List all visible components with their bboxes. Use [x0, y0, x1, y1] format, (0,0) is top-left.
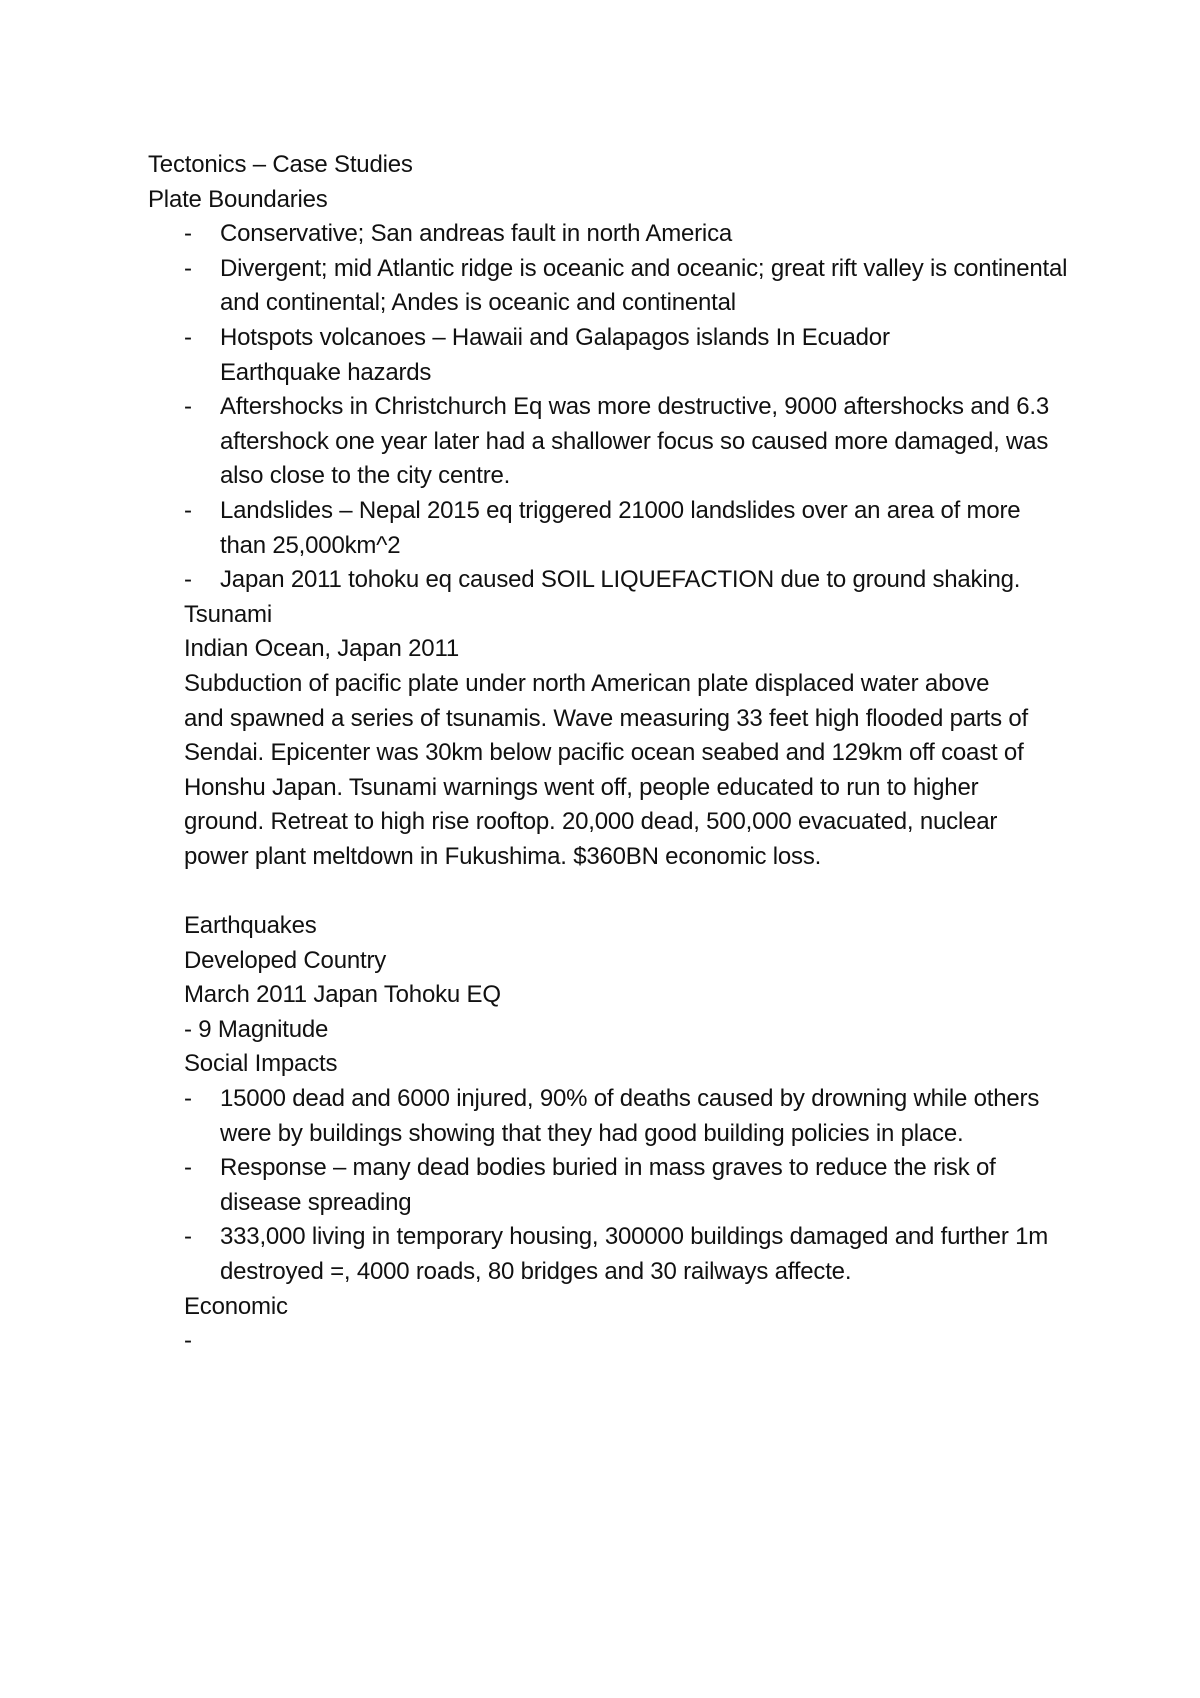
list-item — [148, 252, 1068, 321]
tsunami-paragraph: Subduction of pacific plate under north American plate displaced water above and spawned a series of tsunamis. Wave measuring 33 feet high flooded parts of Sendai. Epicenter was 30km below pacific ocean seabed and 129km off coast of Honshu Japan. Tsunami warnings went off, people educated to run to higher ground. Retreat to high rise rooftop. 20,000 dead, 500,000 evacuated, nuclear power plant meltdown in Fukushima. $360BN economic loss. — [184, 669, 1029, 870]
bullet-dash: - — [184, 1223, 192, 1251]
list-item-text: 15000 dead and 6000 injured, 90% of deaths caused by drowning while others were by buildings showing that they had good building policies in place. — [220, 1085, 1040, 1147]
economic-empty-bullet: - — [184, 1327, 192, 1355]
heading-economic: Economic — [184, 1292, 288, 1320]
subheading-developed-country: Developed Country — [184, 946, 387, 974]
list-item — [148, 321, 1068, 356]
list-item — [148, 494, 1068, 563]
list-item — [148, 217, 1068, 252]
list-item — [148, 1151, 1068, 1220]
event-magnitude: - 9 Magnitude — [184, 1015, 329, 1043]
list-item — [148, 563, 1068, 598]
heading-tsunami: Tsunami — [184, 600, 272, 628]
bullet-dash: - — [184, 496, 192, 524]
document-body — [148, 148, 1068, 1359]
list-item-text: Landslides – Nepal 2015 eq triggered 21000 landslides over an area of more than 25,000km^2 — [220, 496, 1021, 559]
heading-earthquake-hazards: Earthquake hazards — [220, 358, 432, 386]
document-title: Tectonics – Case Studies — [148, 151, 413, 178]
list-item-text: Hotspots volcanoes – Hawaii and Galapagos islands In Ecuador — [220, 323, 890, 351]
bullet-dash: - — [184, 220, 192, 248]
list-item — [148, 390, 1068, 494]
list-item-text: Aftershocks in Christchurch Eq was more destructive, 9000 aftershocks and 6.3 aftershock one year later had a shallower focus so caused more damaged, was also close to the city centre. — [220, 393, 1049, 490]
plate-boundaries-list — [148, 217, 1068, 355]
bullet-dash: - — [184, 1085, 192, 1113]
heading-earthquakes: Earthquakes — [184, 912, 317, 940]
social-impacts-list — [148, 1082, 1068, 1290]
bullet-dash: - — [184, 1154, 192, 1182]
list-item — [148, 1082, 1068, 1151]
bullet-dash: - — [184, 254, 192, 282]
subheading-tsunami: Indian Ocean, Japan 2011 — [184, 635, 459, 663]
spacer — [148, 874, 1068, 909]
list-item-text: Conservative; San andreas fault in north America — [220, 220, 733, 248]
bullet-dash: - — [184, 393, 192, 421]
heading-plate-boundaries: Plate Boundaries — [148, 185, 328, 213]
list-item — [148, 1220, 1068, 1289]
earthquake-hazards-list — [148, 390, 1068, 598]
list-item-text: Japan 2011 tohoku eq caused SOIL LIQUEFACTION due to ground shaking. — [220, 566, 1021, 594]
list-item-text: Divergent; mid Atlantic ridge is oceanic and oceanic; great rift valley is continental and continental; Andes is oceanic and continental — [220, 254, 1068, 317]
heading-social-impacts: Social Impacts — [184, 1050, 338, 1078]
bullet-dash: - — [184, 323, 192, 351]
event-title: March 2011 Japan Tohoku EQ — [184, 981, 501, 1009]
list-item-text: Response – many dead bodies buried in mass graves to reduce the risk of disease spreading — [220, 1154, 996, 1216]
list-item-text: 333,000 living in temporary housing, 300000 buildings damaged and further 1m destroyed =, 4000 roads, 80 bridges and 30 railways affecte. — [220, 1223, 1049, 1285]
bullet-dash: - — [184, 566, 192, 594]
